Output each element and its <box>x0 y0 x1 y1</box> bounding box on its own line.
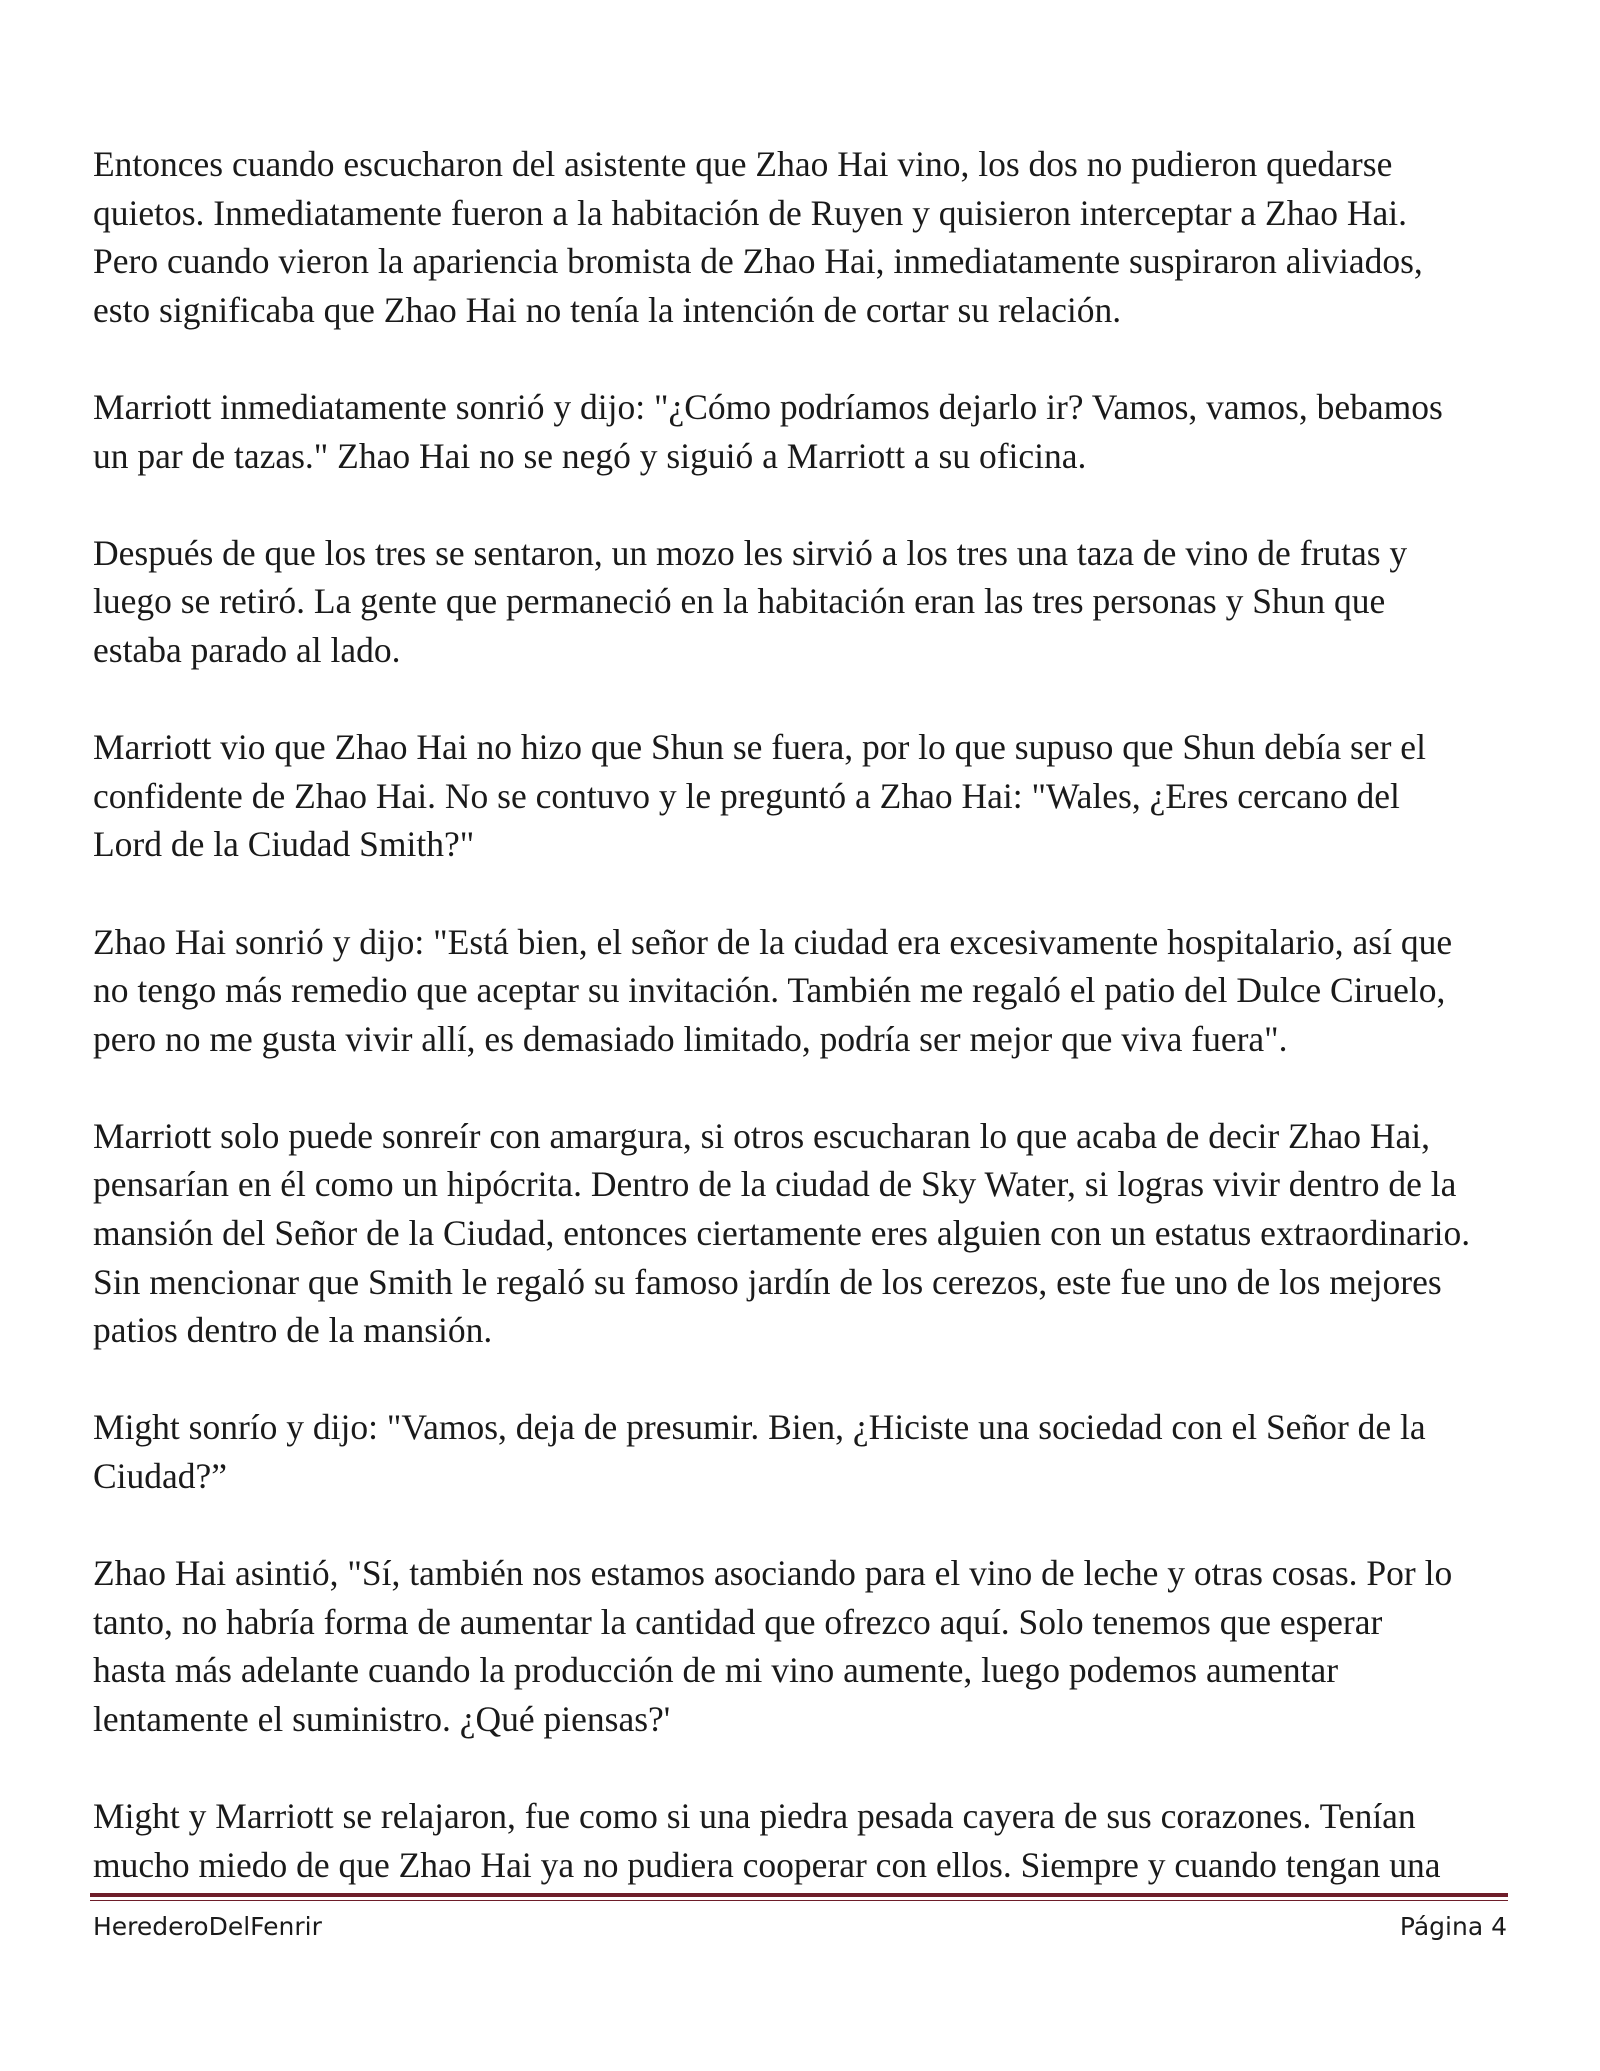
text-line: Ciudad?” <box>93 1456 228 1497</box>
footer-author: HerederoDelFenrir <box>93 1912 322 1941</box>
paragraph <box>93 1549 1533 1743</box>
text-line: confidente de Zhao Hai. No se contuvo y le preguntó a Zhao Hai: "Wales, ¿Eres cercano del <box>93 775 1400 816</box>
text-line: un par de tazas." Zhao Hai no se negó y siguió a Marriott a su oficina. <box>93 435 1087 476</box>
text-line: no tengo más remedio que aceptar su invitación. También me regaló el patio del Dulce Ciruelo, <box>93 970 1446 1011</box>
text-line: mucho miedo de que Zhao Hai ya no pudiera cooperar con ellos. Siempre y cuando tengan una <box>93 1844 1441 1885</box>
text-line: Zhao Hai sonrió y dijo: "Está bien, el señor de la ciudad era excesivamente hospitalario, así que <box>93 921 1453 962</box>
text-line: hasta más adelante cuando la producción de mi vino aumente, luego podemos aumentar <box>93 1650 1339 1691</box>
text-line: Marriott solo puede sonreír con amargura, si otros escucharan lo que acaba de decir Zhao Hai, <box>93 1115 1430 1156</box>
paragraph <box>93 383 1533 480</box>
text-line: pensarían en él como un hipócrita. Dentro de la ciudad de Sky Water, si logras vivir dentro de la <box>93 1164 1457 1205</box>
text-line: Después de que los tres se sentaron, un mozo les sirvió a los tres una taza de vino de frutas y <box>93 532 1408 573</box>
text-line: Marriott vio que Zhao Hai no hizo que Shun se fuera, por lo que supuso que Shun debía ser el <box>93 727 1426 768</box>
paragraph <box>93 723 1533 869</box>
footer-page-number: Página 4 <box>1399 1912 1507 1941</box>
text-line: patios dentro de la mansión. <box>93 1310 493 1351</box>
paragraph <box>93 529 1533 675</box>
text-line: esto significaba que Zhao Hai no tenía la intención de cortar su relación. <box>93 289 1122 330</box>
text-line: Lord de la Ciudad Smith?" <box>93 824 475 865</box>
text-line: lentamente el suministro. ¿Qué piensas?' <box>93 1699 671 1739</box>
paragraph <box>93 1112 1533 1355</box>
text-line: tanto, no habría forma de aumentar la cantidad que ofrezco aquí. Solo tenemos que esperar <box>93 1601 1383 1642</box>
paragraph <box>93 1792 1533 1889</box>
paragraph <box>93 918 1533 1064</box>
text-line: Marriott inmediatamente sonrió y dijo: "¿Cómo podríamos dejarlo ir? Vamos, vamos, bebamos <box>93 386 1443 427</box>
paragraph <box>93 1403 1533 1500</box>
text-line: Might y Marriott se relajaron, fue como si una piedra pesada cayera de sus corazones. Tenían <box>93 1796 1416 1837</box>
paragraph <box>93 140 1533 334</box>
text-line: Entonces cuando escucharon del asistente que Zhao Hai vino, los dos no pudieron quedarse <box>93 144 1393 184</box>
text-line: estaba parado al lado. <box>93 629 401 670</box>
footer-rule-thin <box>90 1900 1508 1901</box>
text-line: quietos. Inmediatamente fueron a la habitación de Ruyen y quisieron interceptar a Zhao Hai. <box>93 192 1408 233</box>
text-line: Sin mencionar que Smith le regaló su famoso jardín de los cerezos, este fue uno de los mejores <box>93 1261 1442 1302</box>
footer-rule-thick <box>90 1893 1508 1897</box>
text-line: luego se retiró. La gente que permaneció en la habitación eran las tres personas y Shun que <box>93 581 1386 622</box>
text-line: pero no me gusta vivir allí, es demasiado limitado, podría ser mejor que viva fuera". <box>93 1018 1288 1059</box>
text-line: Pero cuando vieron la apariencia bromista de Zhao Hai, inmediatamente suspiraron aliviados, <box>93 241 1423 282</box>
text-line: Zhao Hai asintió, "Sí, también nos estamos asociando para el vino de leche y otras cosas. Por lo <box>93 1553 1453 1594</box>
document-body <box>93 140 1533 1938</box>
text-line: Might sonrío y dijo: "Vamos, deja de presumir. Bien, ¿Hiciste una sociedad con el Señor de la <box>93 1407 1426 1448</box>
text-line: mansión del Señor de la Ciudad, entonces ciertamente eres alguien con un estatus extraordinario. <box>93 1213 1471 1254</box>
